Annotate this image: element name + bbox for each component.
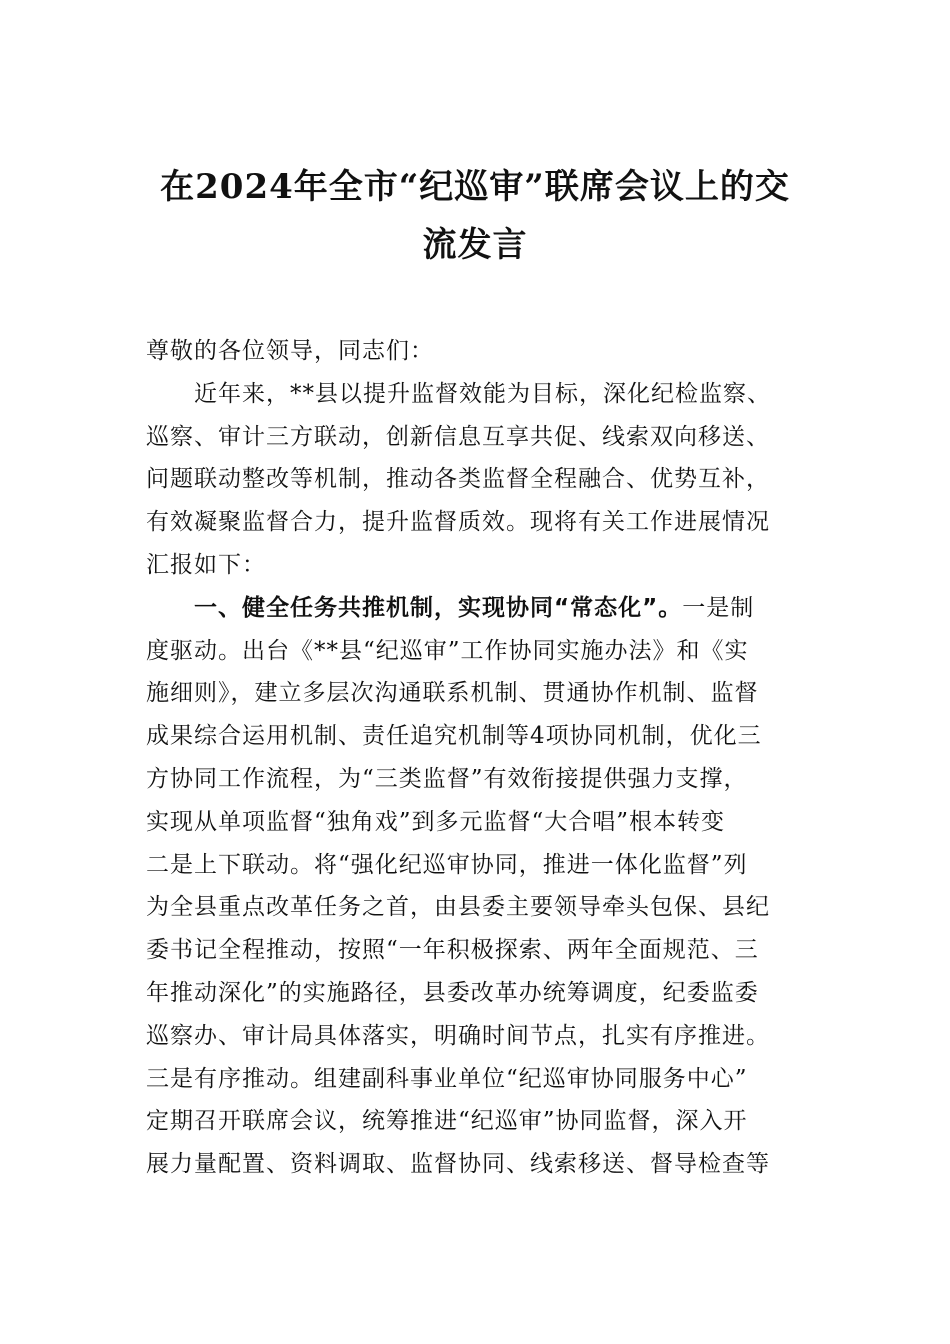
title-line-2: 流发言 [422, 225, 528, 265]
document-body [146, 330, 808, 1186]
section-heading-line [146, 587, 808, 630]
paragraph-line: 近年来，**县以提升监督效能为目标，深化纪检监察、 [146, 380, 771, 407]
paragraph-line: 三是有序推动。组建副科事业单位“纪巡审协同服务中心” [146, 1065, 748, 1092]
paragraph-line: 年推动深化”的实施路径，县委改革办统筹调度，纪委监委 [146, 979, 759, 1006]
paragraph-line: 实现从单项监督“独角戏”到多元监督“大合唱”根本转变 [146, 808, 726, 835]
paragraph-line: 定期召开联席会议，统筹推进“纪巡审”协同监督，深入开 [146, 1108, 748, 1135]
paragraph-line: 有效凝聚监督合力，提升监督质效。现将有关工作进展情况 [146, 509, 770, 536]
salutation: 尊敬的各位领导，同志们： [146, 338, 434, 364]
paragraph-line: 成果综合运用机制、责任追究机制等4项协同机制，优化三 [146, 723, 762, 750]
paragraph-line: 二是上下联动。将“强化纪巡审协同，推进一体化监督”列 [146, 851, 748, 878]
paragraph-line: 方协同工作流程，为“三类监督”有效衔接提供强力支撑， [146, 765, 748, 792]
document-title [120, 158, 830, 274]
paragraph-line: 度驱动。出台《**县“纪巡审”工作协同实施办法》和《实 [146, 637, 749, 664]
paragraph-line: 巡察、审计三方联动，创新信息互享共促、线索双向移送、 [146, 423, 770, 450]
paragraph-line: 展力量配置、资料调取、监督协同、线索移送、督导检查等 [146, 1151, 770, 1178]
paragraph-line: 问题联动整改等机制，推动各类监督全程融合、优势互补， [146, 466, 770, 493]
title-line-1: 在2024年全市“纪巡审”联席会议上的交 [160, 167, 790, 207]
section-heading: 一、健全任务共推机制，实现协同“常态化”。 [146, 594, 683, 621]
paragraph-line: 施细则》，建立多层次沟通联系机制、贯通协作机制、监督 [146, 680, 759, 707]
paragraph-line: 巡察办、审计局具体落实，明确时间节点，扎实有序推进。 [146, 1022, 770, 1049]
paragraph-line: 为全县重点改革任务之首，由县委主要领导牵头包保、县纪 [146, 894, 770, 921]
paragraph-line: 委书记全程推动，按照“一年积极探索、两年全面规范、三 [146, 937, 759, 964]
section-heading-tail: 一是制 [682, 594, 755, 621]
paragraph-line: 汇报如下： [146, 551, 266, 578]
